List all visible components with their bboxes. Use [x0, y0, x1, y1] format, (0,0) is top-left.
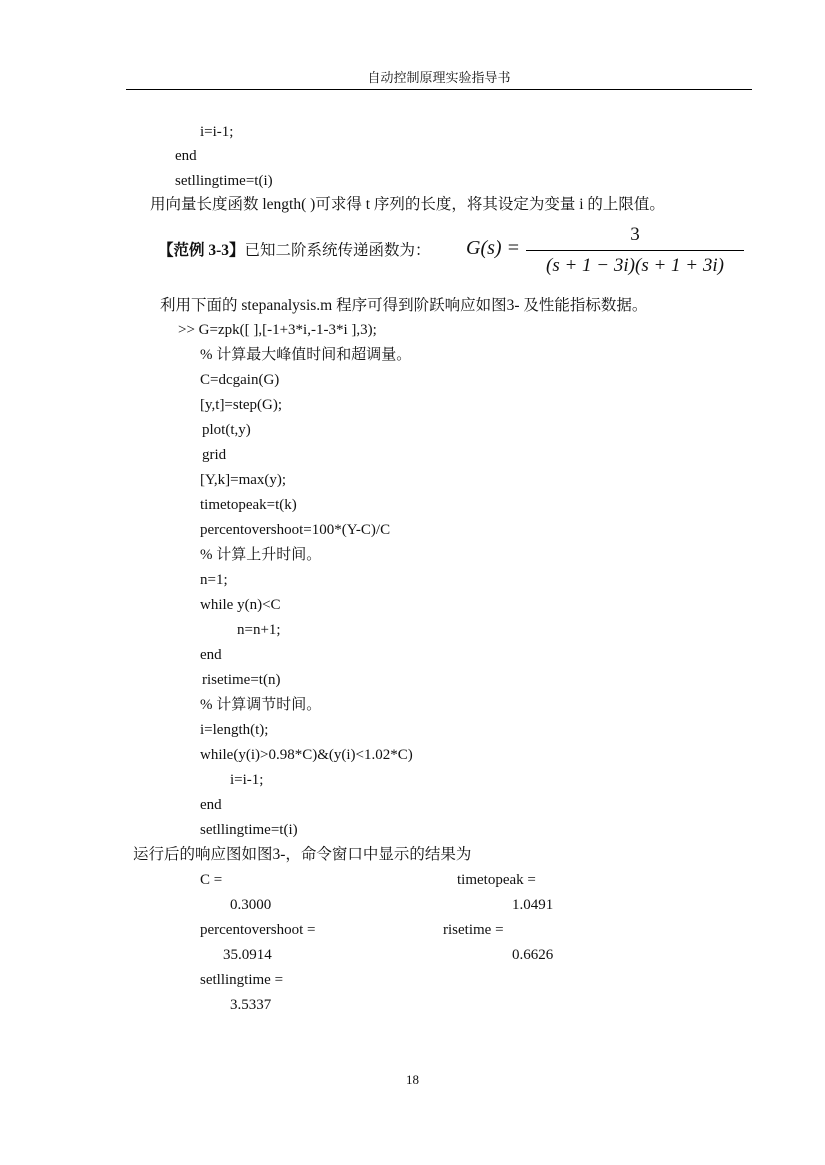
- result-c-value: 0.3000: [230, 897, 272, 913]
- code-line: >> G=zpk([ ],[-1+3*i,-1-3*i ],3);: [178, 322, 377, 338]
- code-line: timetopeak=t(k): [200, 497, 297, 513]
- code-line: i=i-1;: [230, 772, 264, 788]
- transfer-function-equation: [466, 223, 756, 283]
- equation-lhs: G(s) =: [466, 237, 521, 259]
- code-comment: % 计算最大峰值时间和超调量。: [200, 347, 412, 363]
- code-line: while(y(i)>0.98*C)&(y(i)<1.02*C): [200, 747, 413, 763]
- result-c-label: C =: [200, 872, 223, 888]
- result-risetime-label: risetime =: [443, 922, 504, 938]
- fraction-bar: [526, 250, 744, 251]
- code-line: setllingtime=t(i): [200, 822, 298, 838]
- paragraph-result: 运行后的响应图如图3-，命令窗口中显示的结果为: [133, 846, 472, 863]
- code-comment: % 计算上升时间。: [200, 547, 322, 563]
- code-line: i=length(t);: [200, 722, 269, 738]
- example-heading: [158, 241, 431, 261]
- page-header: [126, 68, 752, 90]
- result-timetopeak-label: timetopeak =: [457, 872, 536, 888]
- result-setllingtime-label: setllingtime =: [200, 972, 284, 988]
- result-percentovershoot-value: 35.0914: [223, 947, 272, 963]
- page-number: 18: [406, 1072, 419, 1087]
- code-line: n=n+1;: [237, 622, 281, 638]
- result-timetopeak-value: 1.0491: [512, 897, 554, 913]
- code-line: C=dcgain(G): [200, 372, 280, 388]
- code-line: [Y,k]=max(y);: [200, 472, 287, 488]
- equation-denominator: (s + 1 − 3i)(s + 1 + 3i): [546, 255, 724, 276]
- equation-numerator: 3: [630, 224, 640, 245]
- result-risetime-value: 0.6626: [512, 947, 554, 963]
- code-line: end: [175, 148, 197, 164]
- paragraph-length: 用向量长度函数 length( )可求得 t 序列的长度，将其设定为变量 i 的上限值。: [150, 196, 665, 213]
- code-line: while y(n)<C: [200, 597, 281, 613]
- code-line: end: [200, 797, 222, 813]
- code-line: end: [200, 647, 222, 663]
- code-line: percentovershoot=100*(Y-C)/C: [200, 522, 391, 538]
- code-line: [y,t]=step(G);: [200, 397, 283, 413]
- example-text: 已知二阶系统传递函数为：: [244, 242, 431, 259]
- code-line: risetime=t(n): [202, 672, 281, 688]
- result-setllingtime-value: 3.5337: [230, 997, 272, 1013]
- code-line: setllingtime=t(i): [175, 173, 273, 189]
- code-line: grid: [202, 447, 227, 463]
- header-title: 自动控制原理实验指导书: [367, 70, 511, 85]
- paragraph-intro: 利用下面的 stepanalysis.m 程序可得到阶跃响应如图3- 及性能指标数据。: [160, 297, 648, 314]
- result-percentovershoot-label: percentovershoot =: [200, 922, 316, 938]
- code-comment: % 计算调节时间。: [200, 697, 322, 713]
- example-label: 【范例 3-3】: [158, 242, 245, 259]
- code-line: n=1;: [200, 572, 228, 588]
- code-line: plot(t,y): [202, 422, 251, 438]
- equation-fraction: [526, 223, 744, 278]
- code-line: i=i-1;: [200, 124, 234, 140]
